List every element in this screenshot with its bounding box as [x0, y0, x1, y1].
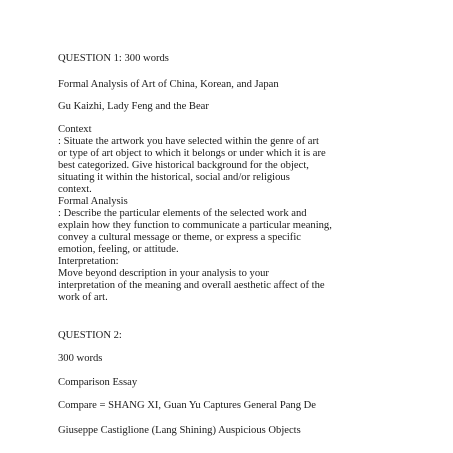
context-line: context. — [58, 184, 92, 195]
interpretation-heading: Interpretation: — [58, 256, 119, 267]
interpretation-line: interpretation of the meaning and overall aesthetic affect of the — [58, 280, 325, 291]
interpretation-line: Move beyond description in your analysis to your — [58, 268, 269, 279]
question-1-artwork: Gu Kaizhi, Lady Feng and the Bear — [58, 101, 209, 112]
context-heading: Context — [58, 124, 92, 135]
formal-analysis-line: explain how they function to communicate a particular meaning, — [58, 220, 332, 231]
question-2-heading: QUESTION 2: — [58, 330, 122, 341]
formal-analysis-line: emotion, feeling, or attitude. — [58, 244, 179, 255]
question-2-word-count: 300 words — [58, 353, 103, 364]
question-1-heading: QUESTION 1: 300 words — [58, 53, 169, 64]
question-2-compare: Compare = SHANG XI, Guan Yu Captures General Pang De — [58, 400, 317, 411]
interpretation-line: work of art. — [58, 292, 108, 303]
formal-analysis-line: : Describe the particular elements of the selected work and — [58, 208, 307, 219]
context-line: : Situate the artwork you have selected within the genre of art — [58, 136, 319, 147]
context-line: best categorized. Give historical background for the object, — [58, 160, 309, 171]
context-line: situating it within the historical, social and/or religious — [58, 172, 290, 183]
question-2-essay-type: Comparison Essay — [58, 377, 138, 388]
question-1-title: Formal Analysis of Art of China, Korean, and Japan — [58, 79, 279, 90]
formal-analysis-heading: Formal Analysis — [58, 196, 128, 207]
context-line: or type of art object to which it belongs or under which it is are — [58, 148, 326, 159]
question-2-artwork: Giuseppe Castiglione (Lang Shining) Auspicious Objects — [58, 425, 301, 436]
formal-analysis-line: convey a cultural message or theme, or express a specific — [58, 232, 301, 243]
